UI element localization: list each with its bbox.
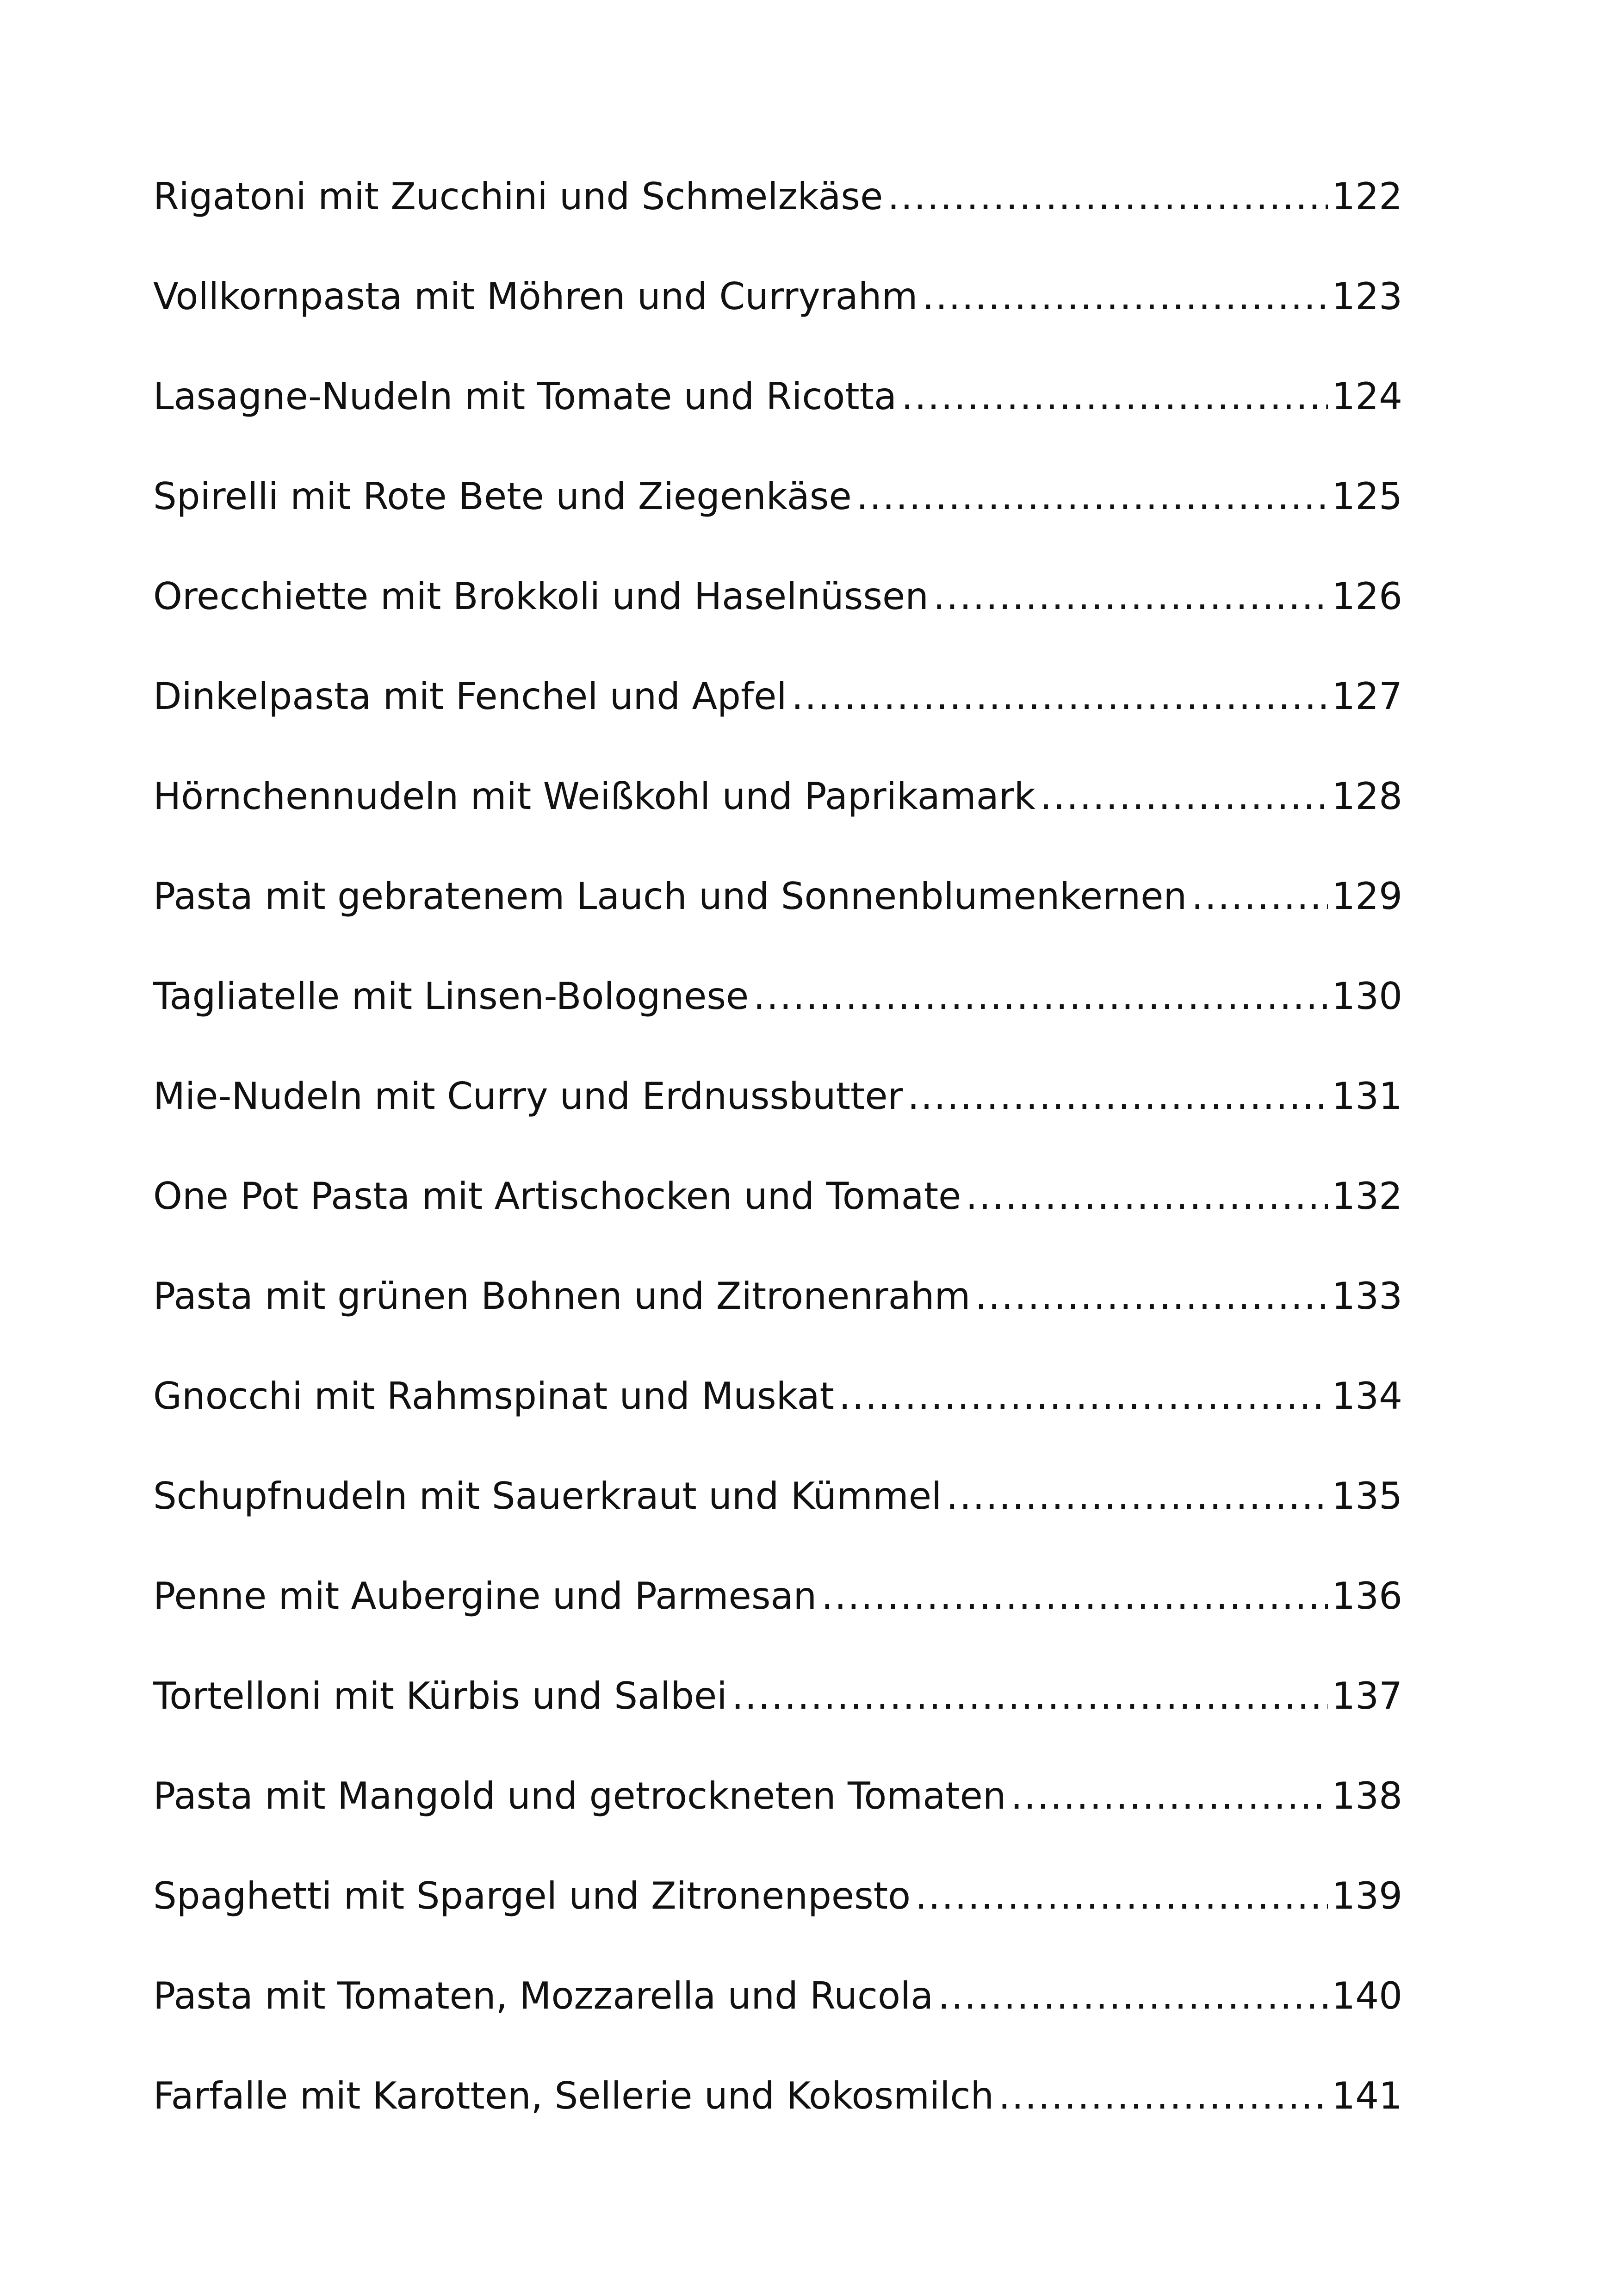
dot-leader bbox=[975, 1262, 1328, 1331]
dot-leader bbox=[901, 362, 1328, 431]
toc-entry bbox=[153, 1861, 1402, 1961]
toc-entry bbox=[153, 1462, 1402, 1562]
dot-leader bbox=[839, 1362, 1328, 1431]
toc-entry-title: Farfalle mit Karotten, Sellerie und Kokosmilch bbox=[153, 2074, 994, 2117]
toc-entry-page: 134 bbox=[1332, 1375, 1402, 1418]
toc-entry-title: Pasta mit Tomaten, Mozzarella und Rucola bbox=[153, 1974, 934, 2017]
dot-leader bbox=[1040, 762, 1328, 831]
toc-entry-page: 124 bbox=[1332, 375, 1402, 418]
dot-leader bbox=[732, 1661, 1328, 1731]
toc-entry-title: One Pot Pasta mit Artischocken und Tomate bbox=[153, 1175, 961, 1218]
table-of-contents bbox=[153, 162, 1402, 2161]
toc-entry-page: 139 bbox=[1332, 1874, 1402, 1917]
toc-entry-title: Mie-Nudeln mit Curry und Erdnussbutter bbox=[153, 1075, 903, 1118]
toc-entry bbox=[153, 362, 1402, 462]
toc-entry bbox=[153, 1562, 1402, 1661]
toc-entry-page: 123 bbox=[1332, 275, 1402, 318]
toc-entry-title: Hörnchennudeln mit Weißkohl und Paprikamark bbox=[153, 775, 1035, 818]
toc-entry-page: 122 bbox=[1332, 175, 1402, 218]
toc-entry bbox=[153, 1362, 1402, 1462]
toc-entry bbox=[153, 1961, 1402, 2061]
toc-entry-page: 131 bbox=[1332, 1075, 1402, 1118]
toc-entry bbox=[153, 1761, 1402, 1861]
toc-entry-title: Orecchiette mit Brokkoli und Haselnüssen bbox=[153, 575, 929, 618]
toc-entry-page: 133 bbox=[1332, 1275, 1402, 1318]
toc-entry-title: Tagliatelle mit Linsen-Bolognese bbox=[153, 975, 749, 1018]
toc-entry bbox=[153, 1661, 1402, 1761]
toc-entry-title: Pasta mit grünen Bohnen und Zitronenrahm bbox=[153, 1275, 971, 1318]
dot-leader bbox=[946, 1462, 1328, 1531]
toc-entry-title: Penne mit Aubergine und Parmesan bbox=[153, 1574, 817, 1618]
dot-leader bbox=[821, 1562, 1328, 1631]
toc-entry-page: 136 bbox=[1332, 1574, 1402, 1618]
toc-entry-title: Spirelli mit Rote Bete und Ziegenkäse bbox=[153, 475, 852, 518]
dot-leader bbox=[938, 1961, 1328, 2031]
dot-leader bbox=[887, 162, 1328, 231]
dot-leader bbox=[1191, 862, 1328, 931]
toc-entry-page: 140 bbox=[1332, 1974, 1402, 2017]
toc-entry-page: 127 bbox=[1332, 675, 1402, 718]
dot-leader bbox=[753, 962, 1328, 1031]
toc-entry-title: Lasagne-Nudeln mit Tomate und Ricotta bbox=[153, 375, 897, 418]
toc-entry-page: 128 bbox=[1332, 775, 1402, 818]
toc-entry-title: Vollkornpasta mit Möhren und Curryrahm bbox=[153, 275, 918, 318]
toc-entry-page: 141 bbox=[1332, 2074, 1402, 2117]
toc-entry-title: Dinkelpasta mit Fenchel und Apfel bbox=[153, 675, 787, 718]
toc-entry-page: 137 bbox=[1332, 1674, 1402, 1717]
toc-entry-title: Tortelloni mit Kürbis und Salbei bbox=[153, 1674, 727, 1717]
dot-leader bbox=[792, 662, 1328, 731]
dot-leader bbox=[907, 1062, 1328, 1131]
toc-entry bbox=[153, 862, 1402, 962]
toc-entry-page: 129 bbox=[1332, 875, 1402, 918]
toc-entry-page: 138 bbox=[1332, 1774, 1402, 1817]
toc-entry-title: Pasta mit Mangold und getrockneten Tomaten bbox=[153, 1774, 1006, 1817]
toc-entry bbox=[153, 2061, 1402, 2161]
dot-leader bbox=[856, 462, 1328, 531]
toc-entry-title: Pasta mit gebratenem Lauch und Sonnenblumenkernen bbox=[153, 875, 1187, 918]
toc-entry bbox=[153, 962, 1402, 1062]
toc-entry bbox=[153, 662, 1402, 762]
dot-leader bbox=[966, 1162, 1328, 1231]
toc-entry-title: Rigatoni mit Zucchini und Schmelzkäse bbox=[153, 175, 883, 218]
toc-entry-page: 130 bbox=[1332, 975, 1402, 1018]
toc-entry bbox=[153, 462, 1402, 562]
toc-entry-page: 126 bbox=[1332, 575, 1402, 618]
dot-leader bbox=[933, 562, 1328, 631]
toc-entry bbox=[153, 262, 1402, 362]
toc-entry bbox=[153, 162, 1402, 262]
toc-entry-title: Spaghetti mit Spargel und Zitronenpesto bbox=[153, 1874, 911, 1917]
toc-entry-title: Schupfnudeln mit Sauerkraut und Kümmel bbox=[153, 1475, 942, 1518]
toc-entry-page: 135 bbox=[1332, 1475, 1402, 1518]
toc-entry-page: 125 bbox=[1332, 475, 1402, 518]
toc-entry-page: 132 bbox=[1332, 1175, 1402, 1218]
dot-leader bbox=[1011, 1761, 1328, 1831]
dot-leader bbox=[915, 1861, 1328, 1931]
dot-leader bbox=[922, 262, 1328, 331]
toc-entry bbox=[153, 762, 1402, 862]
toc-entry-title: Gnocchi mit Rahmspinat und Muskat bbox=[153, 1375, 834, 1418]
toc-entry bbox=[153, 562, 1402, 662]
toc-entry bbox=[153, 1262, 1402, 1362]
toc-entry bbox=[153, 1162, 1402, 1262]
dot-leader bbox=[998, 2061, 1328, 2131]
toc-entry bbox=[153, 1062, 1402, 1162]
